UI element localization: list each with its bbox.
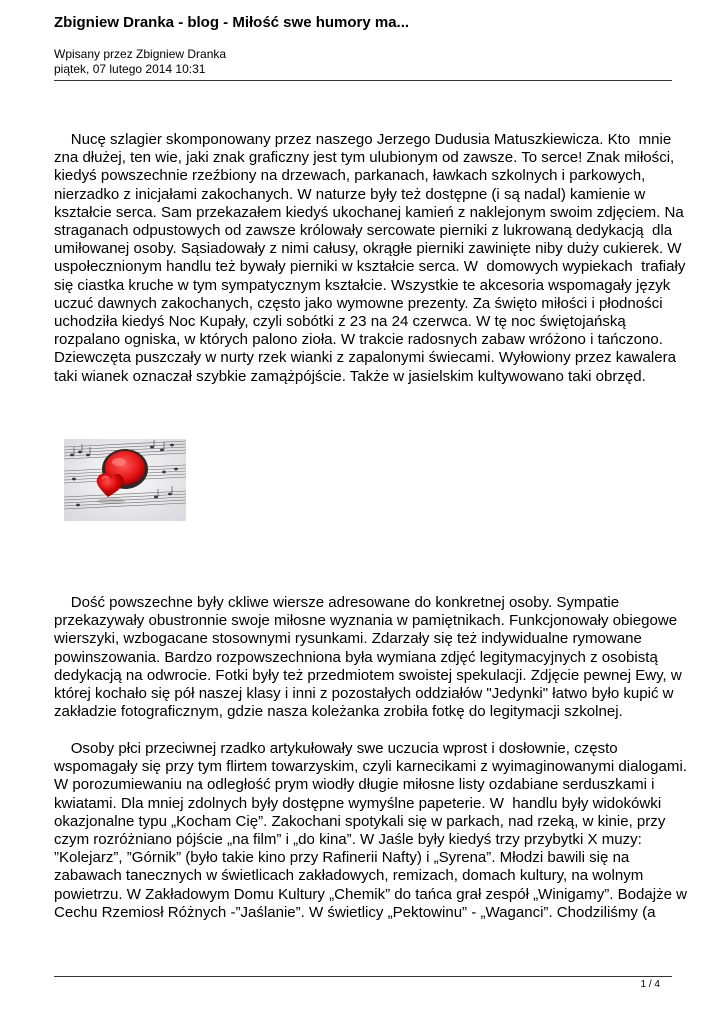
text-line: uspołecznionym handlu też bywały pierniki w kształcie serca. W domowych wypiekach trafiały bbox=[54, 258, 686, 276]
text-line: umiłowanej osoby. Sąsiadowały z nimi całusy, okrągłe pierniki zawinięte niby duży cukierek. W bbox=[54, 240, 682, 258]
text-line: się ciastka kruche w tym sympatycznym kształcie. Wszystkie te akcesoria wspomagały język bbox=[54, 276, 671, 294]
text-line: Cechu Rzemiosł Różnych -”Jaślanie”. W świetlicy „Pektowinu” - „Waganci”. Chodziliśmy (a bbox=[54, 903, 656, 921]
text-line: kiedyś powszechnie rzeźbiony na drzewach, parkanach, ławkach szkolnych i parkowych, bbox=[54, 167, 646, 185]
text-line: nierzadko z inicjałami zakochanych. W naturze były też dostępne (i są nadal) kamienie w bbox=[54, 185, 646, 203]
paragraph-3 bbox=[54, 740, 688, 922]
text-line: taki wianek oznaczał szybkie zamążpójście. Także w jasielskim kultywowano taki obrzęd. bbox=[54, 367, 646, 385]
text-line: powietrzu. W Zakładowym Domu Kultury „Chemik” do tańca grał zespół „Winigamy”. Bodajże w bbox=[54, 885, 688, 903]
text-line: Osoby płci przeciwnej rzadko artykułowały swe uczucia wprost i dosłownie, często bbox=[54, 740, 618, 757]
text-line: czym rozróżniano pójście „na film” i „do kina”. W Jaśle były kiedyś trzy przybytki X muzy: bbox=[54, 831, 642, 849]
text-line: zna dłużej, ten wie, jaki znak graficzny jest tym ulubionym od zawsze. To serce! Znak miłości, bbox=[54, 149, 675, 167]
text-line: Dość powszechne były ckliwe wiersze adresowane do konkretnej osoby. Sympatie bbox=[54, 594, 620, 611]
article-meta bbox=[54, 47, 226, 77]
text-line: wierszyki, wzbogacane stosownymi rysunkami. Zdarzały się też indywidualne rymowane bbox=[54, 630, 642, 648]
text-line: Dziewczęta puszczały w nurty rzek wianki z zapalonymi świecami. Wyłowiony przez kawalera bbox=[54, 349, 677, 367]
text-line: Nucę szlagier skomponowany przez naszego Jerzego Dudusia Matuszkiewicza. Kto mnie bbox=[54, 131, 672, 148]
text-line: zabawach tanecznych w świetlicach zakładowych, remizach, domach kultury, na wolnym bbox=[54, 867, 644, 885]
text-line: której kochało się pół naszej klasy i inni z pozostałych oddziałów "Jedynki" łatwo było kupić w bbox=[54, 685, 674, 703]
text-line: straganach odpustowych od zawsze królowały sercowate pierniki z lukrowaną dedykacją dla bbox=[54, 222, 673, 240]
article-title: Zbigniew Dranka - blog - Miłość swe humory ma... bbox=[54, 14, 410, 31]
text-line: rozpalano ogniska, w których palono zioła. W trakcie radosnych zabaw wróżono i tańczono. bbox=[54, 331, 663, 349]
text-line: zakładzie fotograficznym, gdzie nasza koleżanka zrobiła fotkę do legitymacji szkolnej. bbox=[54, 703, 623, 721]
header-divider bbox=[54, 80, 672, 81]
footer-divider bbox=[54, 976, 672, 977]
text-line: kształcie serca. Sam przekazałem kiedyś ukochanej kamień z naklejonym swoim zdjęciem. Na bbox=[54, 203, 684, 221]
text-line: powinszowania. Bardzo rozpowszechniona była wymiana zdjęć legitymacyjnych z osobistą bbox=[54, 648, 658, 666]
text-line: ”Kolejarz”, ”Górnik” (było takie kino przy Rafinerii Nafty) i „Syrena”. Młodzi bawili się na bbox=[54, 849, 630, 867]
text-line: kwiatami. Dla mniej zdolnych były dostępne wymyślne papeterie. W handlu były widokówki bbox=[54, 794, 662, 812]
text-line: wspomagały się przy tym flirtem towarzyskim, czyli karnecikami z wyimaginowanymi dialogami. bbox=[54, 758, 687, 776]
text-line: W porozumiewaniu na odległość prym wiodły długie miłosne listy ozdabiane serduszkami i bbox=[54, 776, 655, 794]
text-line: dedykacją na odwrocie. Fotki były też przedmiotem swoistej spekulacji. Zdjęcie pewnej Ewy, w bbox=[54, 666, 682, 684]
heart-sheet-music-photo bbox=[64, 439, 186, 521]
text-line: przekazywały obustronnie swoje miłosne wyznania w pamiętnikach. Funkcjonowały obiegowe bbox=[54, 612, 678, 630]
text-line: uchodziła kiedyś Noc Kupały, czyli sobótki z 23 na 24 czerwca. W tę noc świętojańską bbox=[54, 313, 626, 331]
date-line: piątek, 07 lutego 2014 10:31 bbox=[54, 62, 206, 76]
text-line: uczuć dawnych zakochanych, często jako wymowne prezenty. Za święto miłości i płodności bbox=[54, 294, 663, 312]
paragraph-2 bbox=[54, 594, 682, 721]
page-number: 1 / 4 bbox=[640, 979, 660, 990]
paragraph-1 bbox=[54, 131, 686, 386]
author-line: Wpisany przez Zbigniew Dranka bbox=[54, 47, 227, 61]
text-line: okazjonalne typu „Kocham Cię”. Zakochani spotykali się w parkach, nad rzeką, w kinie, przy bbox=[54, 812, 666, 830]
